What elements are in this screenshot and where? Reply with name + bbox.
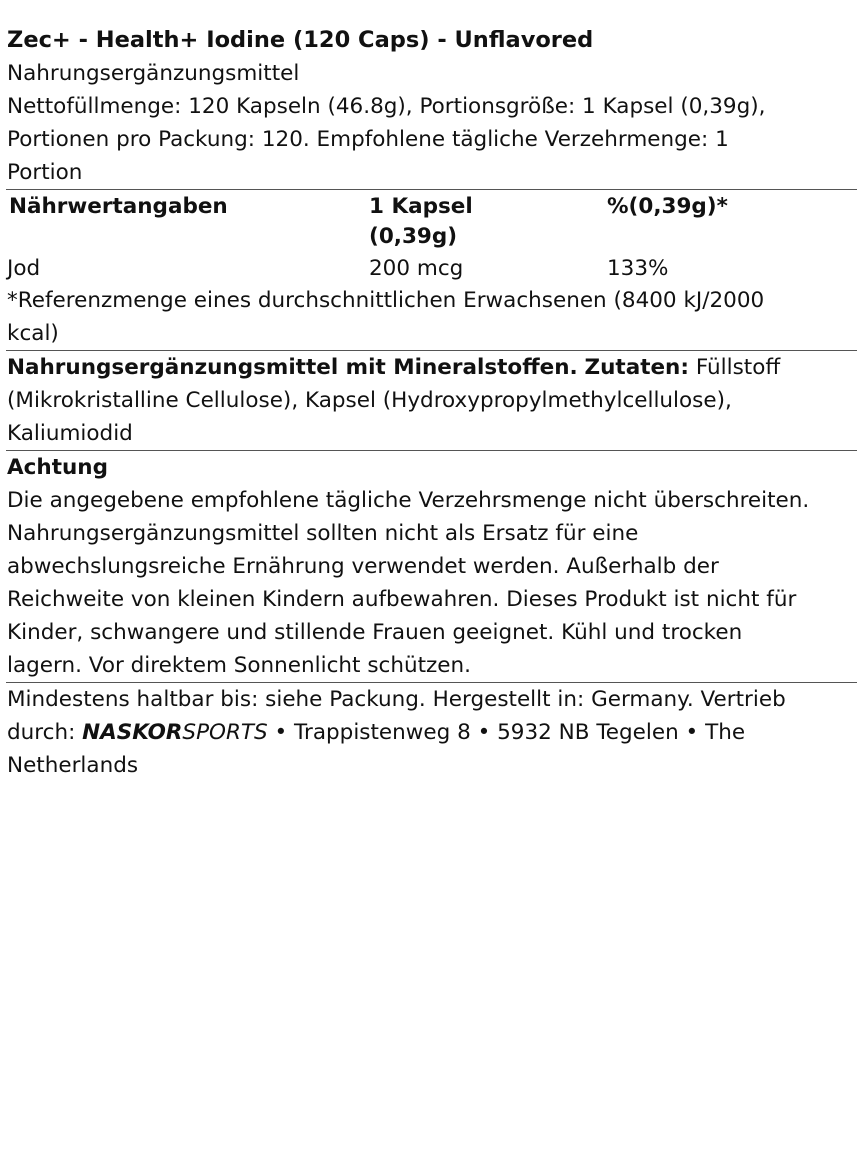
ingredients-first: Füllstoff bbox=[695, 355, 781, 380]
ingredients-line-1 bbox=[7, 351, 857, 384]
product-category: Nahrungsergänzungsmittel bbox=[7, 61, 300, 86]
footer-line-3: Netherlands bbox=[7, 753, 139, 778]
warning-line-2: Nahrungsergänzungsmittel sollten nicht als Ersatz für eine bbox=[7, 521, 639, 546]
packaging-info-line-1: Nettofüllmenge: 120 Kapseln (46.8g), Portionsgröße: 1 Kapsel (0,39g), bbox=[7, 94, 766, 119]
ingredients-label: Zutaten: bbox=[584, 355, 689, 380]
warning-line-4: Reichweite von kleinen Kindern aufbewahren. Dieses Produkt ist nicht für bbox=[7, 587, 797, 612]
footer-line-2 bbox=[7, 716, 857, 749]
divider bbox=[6, 350, 857, 351]
nutrition-header-per-unit bbox=[369, 192, 607, 254]
packaging-info-line-2: Portionen pro Packung: 120. Empfohlene tägliche Verzehrmenge: 1 bbox=[7, 127, 729, 152]
warning-heading: Achtung bbox=[7, 455, 108, 480]
ingredients-intro: Nahrungsergänzungsmittel mit Mineralstoffen. bbox=[7, 355, 578, 380]
brand-name-italic: SPORTS bbox=[182, 720, 268, 745]
nutrition-header-row bbox=[7, 192, 857, 254]
warning-line-6: lagern. Vor direktem Sonnenlicht schützen. bbox=[7, 653, 471, 678]
warning-line-3: abwechslungsreiche Ernährung verwendet werden. Außerhalb der bbox=[7, 554, 719, 579]
nutrient-percent: 133% bbox=[607, 256, 669, 281]
per-unit-line-2: (0,39g) bbox=[369, 224, 458, 249]
nutrient-amount: 200 mcg bbox=[369, 256, 464, 281]
warning-line-1: Die angegebene empfohlene tägliche Verzehrsmenge nicht überschreiten. bbox=[7, 488, 810, 513]
brand-name-bold: NASKOR bbox=[82, 720, 183, 745]
distributor-address: • Trappistenweg 8 • 5932 NB Tegelen • The bbox=[267, 720, 746, 745]
nutrition-header-name: Nährwertangaben bbox=[9, 194, 228, 219]
nutrition-header-percent: %(0,39g)* bbox=[607, 194, 728, 219]
distributor-prefix: durch: bbox=[7, 720, 83, 745]
product-label bbox=[7, 24, 857, 782]
nutrient-name: Jod bbox=[7, 256, 41, 281]
packaging-info-line-3: Portion bbox=[7, 160, 83, 185]
nutrition-footnote-line-2: kcal) bbox=[7, 321, 59, 346]
divider bbox=[6, 450, 857, 451]
ingredients-line-2: (Mikrokristalline Cellulose), Kapsel (Hydroxypropylmethylcellulose), bbox=[7, 388, 732, 413]
ingredients-line-3: Kaliumiodid bbox=[7, 421, 133, 446]
per-unit-line-1: 1 Kapsel bbox=[369, 194, 473, 219]
footer-line-1: Mindestens haltbar bis: siehe Packung. Hergestellt in: Germany. Vertrieb bbox=[7, 687, 786, 712]
table-row bbox=[7, 254, 857, 284]
product-title: Zec+ - Health+ Iodine (120 Caps) - Unflavored bbox=[7, 27, 594, 53]
nutrition-table bbox=[7, 192, 857, 284]
nutrition-footnote-line-1: *Referenzmenge eines durchschnittlichen Erwachsenen (8400 kJ/2000 bbox=[7, 288, 765, 313]
divider bbox=[6, 189, 857, 190]
warning-line-5: Kinder, schwangere und stillende Frauen geeignet. Kühl und trocken bbox=[7, 620, 743, 645]
divider bbox=[6, 682, 857, 683]
